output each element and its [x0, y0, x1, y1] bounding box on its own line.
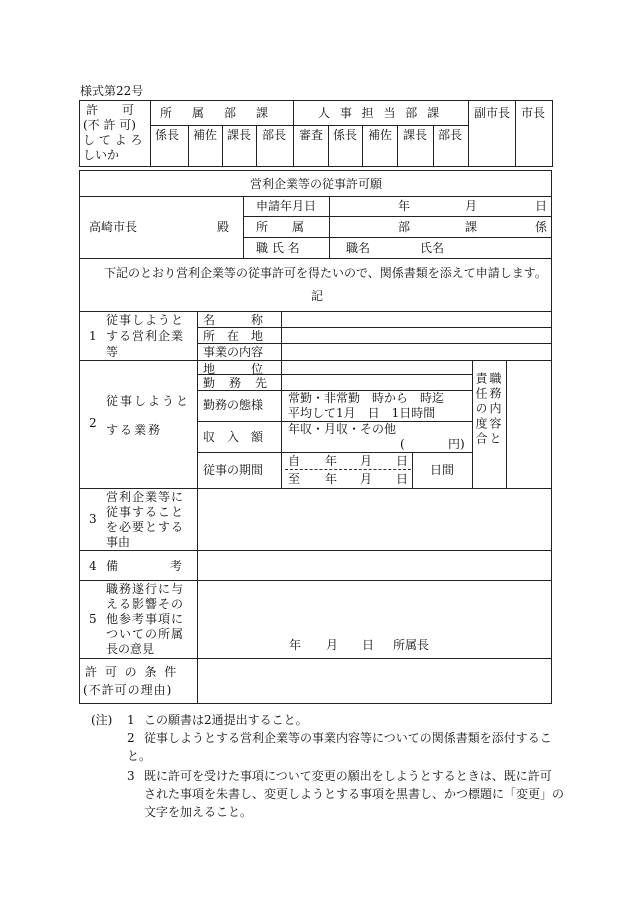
dept-col-bucho: 部長: [262, 128, 287, 142]
s1-field-location: 所 在 地: [203, 329, 264, 343]
s6-label-line1: 許 可 の 条 件: [85, 665, 179, 679]
s5-label-line2: える影響その: [106, 597, 185, 611]
s2-field-workplace: 勤 務 先: [203, 376, 269, 390]
s1-label-line2: する営利企業: [106, 329, 185, 343]
s6-label-line2: (不許可の理由): [83, 683, 173, 697]
addressee: 高崎市長: [89, 220, 138, 234]
s4-number: 4: [89, 559, 97, 573]
date-label: 申請年月日: [256, 199, 317, 213]
s2-field-workstyle: 勤務の態様: [203, 398, 264, 412]
vice-mayor-label: 副市長: [474, 106, 511, 120]
note2-number: 2: [127, 731, 135, 745]
period-to-day: 日: [396, 472, 409, 486]
date-year: 年: [398, 199, 411, 213]
s1-label-line1: 従事しようと: [106, 313, 185, 327]
hr-col-bucho: 部長: [438, 128, 463, 142]
note3-line1: 既に許可を受けた事項について変更の願出をしようとするときは、既に許可: [144, 769, 552, 783]
s1-label-line3: 等: [106, 345, 119, 359]
note2-line2: と。: [127, 749, 152, 763]
income-line1: 年収・月収・その他: [288, 422, 397, 436]
period-days: 日間: [430, 463, 455, 477]
note3-number: 3: [127, 769, 135, 783]
dept-col-kacho: 課長: [227, 128, 252, 142]
note3-line2: された事項を朱書し、変更しようとする事項を黒書し、かつ標題に「変更」の: [144, 787, 565, 801]
hr-col-hosa: 補佐: [368, 128, 393, 142]
s5-sign-month: 月: [326, 638, 339, 652]
approval-shiteyoroshii-label: し て よ ろ: [83, 133, 143, 147]
date-month: 月: [465, 199, 478, 213]
name-shoku: 職名: [346, 241, 371, 255]
s1-field-business: 事業の内容: [203, 345, 264, 359]
s5-sign-chief: 所属長: [393, 638, 430, 652]
period-from-day: 日: [396, 454, 409, 468]
period-to-year: 年: [325, 472, 338, 486]
s3-label-line4: 事由: [106, 535, 131, 549]
approval-ka-label: しいか: [83, 148, 120, 162]
form-title: 営利企業等の従事許可願: [250, 177, 383, 191]
s3-label-line2: 従事すること: [106, 505, 185, 519]
s1-number: 1: [89, 329, 97, 343]
dept-col-kakaricho: 係長: [155, 128, 180, 142]
income-paren-open: (: [400, 437, 405, 451]
dept-ka: 課: [465, 220, 478, 234]
duty-col-right: 職務内容と: [488, 372, 502, 447]
approval-fukyoka-label: (不 許 可): [83, 118, 136, 132]
approval-kyoka-label: 許 可: [86, 103, 135, 117]
dept-header: 所 属 部 課: [160, 106, 273, 120]
s3-label-line3: を必要とする: [106, 520, 185, 534]
s2-field-position: 地 位: [203, 362, 264, 376]
note3-line3: 文字を加えること。: [144, 805, 253, 819]
s5-number: 5: [89, 612, 97, 626]
s5-label-line4: ついての所属: [106, 627, 185, 641]
s5-sign-day: 日: [362, 638, 375, 652]
duty-col-left: 責任の度合: [474, 372, 488, 447]
dept-bu: 部: [398, 220, 411, 234]
s4-label: 備 考: [106, 559, 187, 573]
dept-label: 所 属: [256, 220, 305, 234]
notes-label: (注): [91, 713, 113, 727]
income-paren-close: 円): [448, 437, 465, 451]
ki: 記: [311, 289, 324, 303]
s5-label-line1: 職務遂行に与: [106, 582, 185, 596]
period-to-label: 至: [288, 472, 301, 486]
workstyle-line2: 平均して1月 日 1日時間: [288, 406, 436, 420]
name-shimei: 氏名: [420, 241, 445, 255]
s3-number: 3: [89, 512, 97, 526]
s2-label-line1: 従事しようと: [106, 394, 191, 408]
hr-col-kacho: 課長: [403, 128, 428, 142]
date-day: 日: [535, 199, 548, 213]
s2-field-period: 従事の期間: [203, 463, 264, 477]
dept-col-hosa: 補佐: [193, 128, 218, 142]
s1-field-name: 名 称: [203, 313, 264, 327]
s2-number: 2: [89, 416, 97, 430]
s5-sign-year: 年: [289, 638, 302, 652]
note1-text: この願書は2通提出すること。: [144, 713, 308, 727]
hr-col-shinsa: 審査: [299, 128, 324, 142]
note2-line1: 従事しようとする営利企業等の事業内容等についての関係書類を添付するこ: [144, 731, 552, 745]
s5-label-line3: 他参考事項に: [106, 612, 185, 626]
period-to-month: 月: [360, 472, 373, 486]
dept-kakari: 係: [535, 220, 548, 234]
hr-col-kakaricho: 係長: [333, 128, 358, 142]
period-from-month: 月: [360, 454, 373, 468]
mayor-label: 市長: [521, 106, 546, 120]
name-label: 職 氏 名: [256, 241, 300, 255]
s2-field-income: 収 入 額: [203, 430, 264, 444]
period-from-year: 年: [325, 454, 338, 468]
workstyle-line1: 常勤・非常勤 時から 時迄: [288, 391, 445, 405]
period-from-label: 自: [288, 454, 301, 468]
note1-number: 1: [127, 713, 135, 727]
s5-label-line5: 長の意見: [106, 642, 155, 656]
dono: 殿: [217, 220, 230, 234]
s2-label-line2: する業務: [106, 423, 163, 437]
statement: 下記のとおり営利企業等の従事許可を得たいので、関係書類を添えて申請します。: [104, 266, 547, 280]
form-number: 様式第22号: [80, 84, 144, 98]
s3-label-line1: 営利企業等に: [106, 490, 185, 504]
hr-header: 人 事 担 当 部 課: [318, 106, 443, 120]
